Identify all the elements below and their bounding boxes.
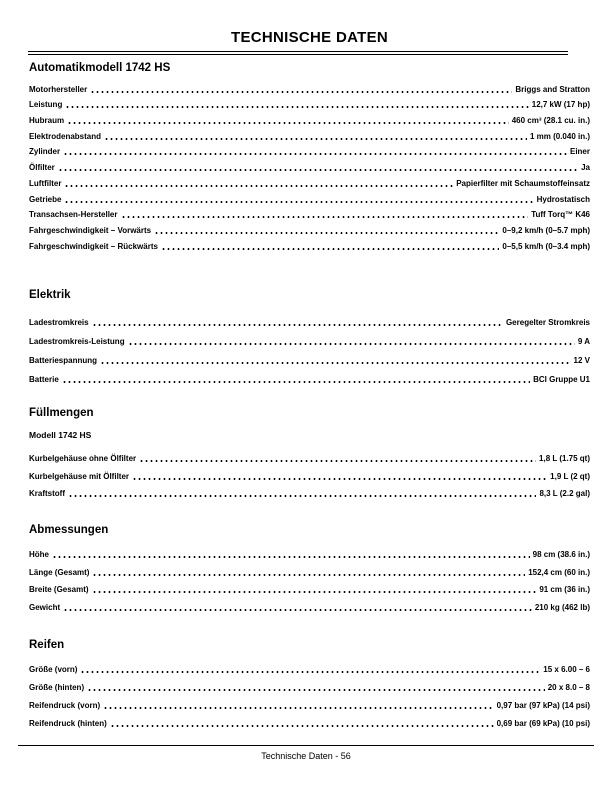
spec-row [29,172,590,188]
spec-value: Ja [581,163,590,173]
spec-value: 8,3 L (2.2 gal) [539,489,590,499]
dot-leader [52,556,530,558]
section-rows [29,78,590,251]
spec-label: Höhe [29,549,49,559]
spec-value: 9 A [577,336,590,346]
spec-label: Breite (Gesamt) [29,585,89,595]
dot-leader [139,460,536,462]
dot-leader [92,324,503,326]
spec-row [29,188,590,204]
spec-value: Einer [569,147,590,157]
spec-value: 20 x 8.0 – 8 [547,683,590,693]
spec-row [29,577,590,595]
dot-leader [161,248,499,250]
spec-value: 98 cm (38.6 in.) [532,549,590,559]
spec-label: Ladestromkreis-Leistung [29,336,125,346]
spec-label: Ölfilter [29,163,55,173]
spec-label: Kurbelgehäuse mit Ölfilter [29,471,130,481]
spec-row [29,710,590,728]
spec-label: Reifendruck (hinten) [29,719,107,729]
spec-value: 0,69 bar (69 kPa) (10 psi) [496,719,590,729]
section-subheading: Modell 1742 HS [29,430,92,441]
spec-value: 15 x 6.00 – 6 [543,665,590,675]
sections-container [29,62,590,728]
spec-value: 1,8 L (1.75 qt) [539,453,590,463]
spec-label: Motorhersteller [29,84,88,94]
spec-value: Papierfilter mit Schaumstoffeinsatz [456,178,590,188]
spec-value: 91 cm (36 in.) [539,585,590,595]
spec-value: 460 cm³ (28.1 cu. in.) [511,116,590,126]
spec-section [29,62,590,251]
spec-row [29,78,590,94]
dot-leader [92,591,537,593]
section-rows [29,445,590,498]
dot-leader [62,381,530,383]
spec-label: Fahrgeschwindigkeit – Rückwärts [29,241,158,251]
spec-label: Fahrgeschwindigkeit – Vorwärts [29,225,152,235]
section-heading: Füllmengen [29,407,94,420]
spec-value: 0–9,2 km/h (0–5.7 mph) [502,225,590,235]
spec-label: Luftfilter [29,178,62,188]
spec-value: 210 kg (462 lb) [534,603,590,613]
spec-section [29,524,590,612]
spec-label: Transachsen-Hersteller [29,210,118,220]
dot-leader [63,153,567,155]
spec-row [29,109,590,125]
dot-leader [92,574,525,576]
spec-value: Hydrostatisch [536,194,590,204]
dot-leader [110,725,494,727]
spec-row [29,235,590,251]
spec-row [29,219,590,235]
dot-leader [100,362,571,364]
section-heading: Elektrik [29,288,71,301]
spec-value: Geregelter Stromkreis [505,317,590,327]
spec-value: 12,7 kW (17 hp) [531,100,590,110]
spec-value: Tuff Torq™ K46 [531,210,590,220]
dot-leader [80,671,540,673]
spec-label: Zylinder [29,147,61,157]
spec-value: 152,4 cm (60 in.) [528,567,590,577]
spec-label: Reifendruck (vorn) [29,701,101,711]
spec-row [29,156,590,172]
dot-leader [103,707,493,709]
spec-row [29,204,590,220]
spec-label: Leistung [29,100,63,110]
spec-label: Batteriespannung [29,356,98,366]
spec-row [29,365,590,384]
spec-value: 1 mm (0.040 in.) [529,131,590,141]
section-heading: Automatikmodell 1742 HS [29,62,171,74]
spec-row [29,692,590,710]
page-title: TECHNISCHE DATEN [230,29,389,46]
spec-label: Kurbelgehäuse ohne Ölfilter [29,453,137,463]
spec-section [29,407,590,498]
section-rows [29,541,590,612]
dot-leader [90,91,512,93]
spec-label: Kraftstoff [29,489,65,499]
spec-section [29,639,590,728]
spec-row [29,445,590,463]
dot-leader [64,201,533,203]
section-rows [29,308,590,385]
spec-row [29,674,590,692]
spec-label: Batterie [29,375,59,385]
spec-row [29,141,590,157]
spec-row [29,541,590,559]
spec-value: 1,9 L (2 qt) [550,471,590,481]
dot-leader [64,185,453,187]
header-double-rule [28,51,568,55]
spec-label: Größe (vorn) [29,665,78,675]
spec-section [29,289,590,385]
spec-label: Elektrodenabstand [29,131,102,141]
dot-leader [65,106,528,108]
spec-value: 0–5,5 km/h (0–3.4 mph) [502,241,590,251]
spec-label: Länge (Gesamt) [29,567,90,577]
spec-label: Ladestromkreis [29,317,89,327]
spec-value: 12 V [573,356,590,366]
spec-label: Hubraum [29,116,65,126]
spec-row [29,308,590,327]
spec-row [29,346,590,365]
dot-leader [67,122,509,124]
spec-label: Gewicht [29,603,61,613]
spec-row [29,481,590,499]
section-heading: Reifen [29,639,65,652]
dot-leader [128,343,575,345]
dot-leader [121,216,529,218]
spec-row [29,463,590,481]
spec-row [29,327,590,346]
spec-row [29,594,590,612]
section-heading: Abmessungen [29,524,109,537]
spec-row [29,656,590,674]
spec-label: Getriebe [29,194,62,204]
footer-rule [18,745,594,761]
spec-value: BCI Gruppe U1 [533,375,590,385]
dot-leader [154,232,499,234]
dot-leader [132,478,547,480]
spec-row [29,125,590,141]
section-rows [29,656,590,728]
spec-value: Briggs and Stratton [515,84,590,94]
dot-leader [104,138,527,140]
page-footer-text: Technische Daten - 56 [261,751,351,761]
dot-leader [68,495,536,497]
dot-leader [63,609,532,611]
dot-leader [58,169,578,171]
spec-value: 0,97 bar (97 kPa) (14 psi) [496,701,590,711]
dot-leader [87,689,545,691]
spec-row [29,94,590,110]
spec-row [29,559,590,577]
spec-label: Größe (hinten) [29,683,85,693]
